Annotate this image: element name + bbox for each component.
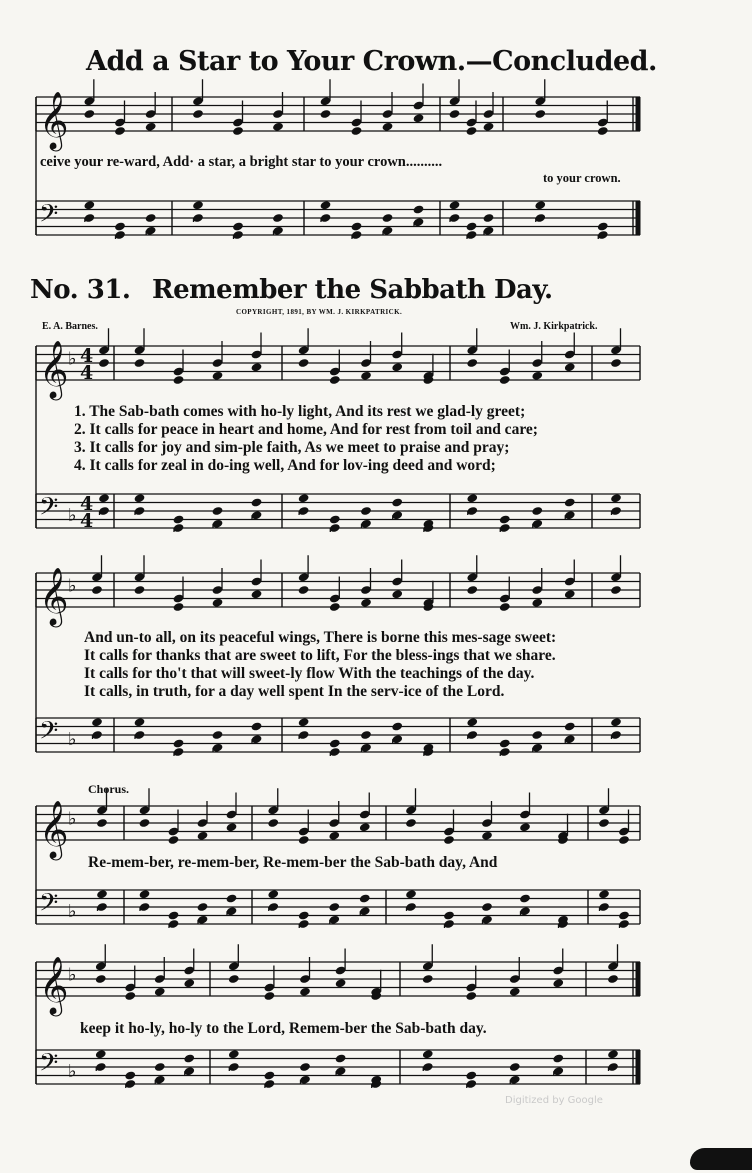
note-head xyxy=(173,602,185,612)
note-head xyxy=(298,910,310,920)
note-head xyxy=(114,126,126,136)
note-head xyxy=(499,602,511,612)
note-head xyxy=(329,514,341,524)
note-head xyxy=(197,831,209,841)
note-head xyxy=(466,585,478,595)
note-head xyxy=(329,602,341,612)
note-head xyxy=(359,893,371,903)
note-head xyxy=(226,822,238,832)
flat-key-icon: ♭ xyxy=(68,575,77,597)
note-head xyxy=(564,362,576,372)
note-head xyxy=(298,358,310,368)
note-head xyxy=(519,893,531,903)
note-head xyxy=(405,889,417,899)
note-head xyxy=(328,902,340,912)
note-head xyxy=(564,721,576,731)
note-head xyxy=(272,213,284,223)
note-head xyxy=(320,109,332,119)
page-edge-mark xyxy=(690,1148,752,1170)
note-head xyxy=(422,1049,434,1059)
note-head xyxy=(335,978,347,988)
note-head xyxy=(251,362,263,372)
note-head xyxy=(610,717,622,727)
note-head xyxy=(228,1049,240,1059)
note-head xyxy=(335,1053,347,1063)
note-head xyxy=(183,978,195,988)
note-head xyxy=(251,497,263,507)
section1-lyric-extra: to your crown. xyxy=(543,171,621,185)
chorus-lyric-2: keep it ho-ly, ho-ly to the Lord, Remem-ber the Sab-bath day. xyxy=(80,1020,487,1037)
note-head xyxy=(226,893,238,903)
note-head xyxy=(154,1062,166,1072)
watermark: Digitized by Google xyxy=(505,1095,603,1106)
note-head xyxy=(449,109,461,119)
note-head xyxy=(263,991,275,1001)
note-head xyxy=(272,122,284,132)
note-head xyxy=(449,200,461,210)
note-head xyxy=(360,598,372,608)
note-head xyxy=(212,371,224,381)
lyricist-credit: E. A. Barnes. xyxy=(42,321,98,332)
verse-line: It calls for thanks that are sweet to lift, For the bless-ings that we share. xyxy=(84,647,556,664)
note-head xyxy=(298,717,310,727)
note-head xyxy=(443,835,455,845)
chorus-label: Chorus. xyxy=(88,782,130,796)
note-head xyxy=(618,835,630,845)
note-head xyxy=(610,585,622,595)
note-head xyxy=(360,730,372,740)
note-head xyxy=(597,221,609,231)
note-head xyxy=(531,506,543,516)
note-head xyxy=(465,1070,477,1080)
verse-line: It calls, in truth, for a day well spent In the serv-ice of the Lord. xyxy=(84,683,505,700)
bass-clef-icon: 𝄢 xyxy=(39,199,59,235)
note-head xyxy=(351,221,363,231)
note-head xyxy=(134,493,146,503)
flat-key-icon: ♭ xyxy=(68,1061,77,1083)
note-head xyxy=(197,902,209,912)
time-signature-top: 4 xyxy=(80,493,94,515)
treble-clef-icon: 𝄞 xyxy=(39,800,69,858)
note-head xyxy=(564,497,576,507)
note-head xyxy=(534,200,546,210)
note-head xyxy=(95,1049,107,1059)
note-head xyxy=(509,1062,521,1072)
note-head xyxy=(509,987,521,997)
note-head xyxy=(145,122,157,132)
treble-clef-icon: 𝄞 xyxy=(39,956,69,1014)
note-head xyxy=(607,1049,619,1059)
flat-key-icon: ♭ xyxy=(68,901,77,923)
note-head xyxy=(531,730,543,740)
note-head xyxy=(298,585,310,595)
note-head xyxy=(597,126,609,136)
note-head xyxy=(95,974,107,984)
note-head xyxy=(519,822,531,832)
note-head xyxy=(391,589,403,599)
note-head xyxy=(251,589,263,599)
note-head xyxy=(598,818,610,828)
note-head xyxy=(232,221,244,231)
note-head xyxy=(382,213,394,223)
note-head xyxy=(183,1053,195,1063)
note-head xyxy=(360,371,372,381)
time-signature-top: 4 xyxy=(80,345,94,367)
note-head xyxy=(351,126,363,136)
note-head xyxy=(298,493,310,503)
composer-credit: Wm. J. Kirkpatrick. xyxy=(510,321,598,332)
note-head xyxy=(232,126,244,136)
treble-clef-icon: 𝄞 xyxy=(39,91,69,149)
note-head xyxy=(320,200,332,210)
copyright-notice: COPYRIGHT, 1891, BY WM. J. KIRKPATRICK. xyxy=(236,308,403,316)
note-head xyxy=(212,598,224,608)
note-head xyxy=(405,818,417,828)
note-head xyxy=(534,109,546,119)
note-head xyxy=(499,375,511,385)
note-head xyxy=(192,109,204,119)
note-head xyxy=(413,204,425,214)
note-head xyxy=(298,835,310,845)
note-head xyxy=(552,1053,564,1063)
chorus-lyric-1: Re-mem-ber, re-mem-ber, Re-mem-ber the Sab-bath day, And xyxy=(88,854,498,871)
note-head xyxy=(145,213,157,223)
verse-line: 4. It calls for zeal in do-ing well, And for lov-ing deed and word; xyxy=(74,457,496,474)
note-head xyxy=(173,738,185,748)
note-head xyxy=(83,200,95,210)
treble-clef-icon: 𝄞 xyxy=(39,567,69,625)
treble-clef-icon: 𝄞 xyxy=(39,340,69,398)
note-head xyxy=(329,738,341,748)
note-head xyxy=(299,987,311,997)
note-head xyxy=(98,358,110,368)
verse-line: It calls for tho't that will sweet-ly flow With the teachings of the day. xyxy=(84,665,535,682)
note-head xyxy=(481,831,493,841)
note-head xyxy=(564,589,576,599)
note-head xyxy=(466,126,478,136)
verse-line: 1. The Sab-bath comes with ho-ly light, And its rest we glad-ly greet; xyxy=(74,403,526,420)
note-head xyxy=(466,358,478,368)
note-head xyxy=(168,835,180,845)
note-head xyxy=(391,362,403,372)
note-head xyxy=(531,371,543,381)
note-head xyxy=(96,818,108,828)
note-head xyxy=(607,974,619,984)
note-head xyxy=(83,109,95,119)
note-head xyxy=(91,585,103,595)
note-head xyxy=(422,974,434,984)
note-head xyxy=(251,721,263,731)
note-head xyxy=(96,889,108,899)
note-head xyxy=(531,598,543,608)
note-head xyxy=(598,889,610,899)
note-head xyxy=(263,1070,275,1080)
note-head xyxy=(134,717,146,727)
hymn-title: Remember the Sabbath Day. xyxy=(152,275,553,305)
note-head xyxy=(443,910,455,920)
note-head xyxy=(212,506,224,516)
flat-key-icon: ♭ xyxy=(68,505,77,527)
note-head xyxy=(139,818,151,828)
note-head xyxy=(124,1070,136,1080)
bass-clef-icon: 𝄢 xyxy=(39,492,59,528)
flat-key-icon: ♭ xyxy=(68,808,77,830)
note-head xyxy=(192,200,204,210)
section1-lyric: ceive your re-ward, Add· a star, a bright star to your crown.......... xyxy=(40,154,443,170)
section1-title: Add a Star to Your Crown.—Concluded. xyxy=(86,46,657,77)
bass-clef-icon: 𝄢 xyxy=(39,888,59,924)
note-head xyxy=(382,122,394,132)
note-head xyxy=(552,978,564,988)
time-signature-bottom: 4 xyxy=(80,362,94,384)
note-head xyxy=(228,974,240,984)
note-head xyxy=(328,831,340,841)
note-head xyxy=(391,721,403,731)
hymn-number: No. 31. xyxy=(30,275,131,305)
note-head xyxy=(466,493,478,503)
bass-clef-icon: 𝄢 xyxy=(39,1048,59,1084)
verse-line: 3. It calls for joy and sim-ple faith, As we meet to praise and pray; xyxy=(74,439,510,456)
note-head xyxy=(134,358,146,368)
note-head xyxy=(360,506,372,516)
note-head xyxy=(299,1062,311,1072)
verse-line: 2. It calls for peace in heart and home, And for rest from toil and care; xyxy=(74,421,538,438)
note-head xyxy=(124,991,136,1001)
note-head xyxy=(618,910,630,920)
note-head xyxy=(91,717,103,727)
note-head xyxy=(154,987,166,997)
note-head xyxy=(139,889,151,899)
bass-clef-icon: 𝄢 xyxy=(39,716,59,752)
note-head xyxy=(359,822,371,832)
note-head xyxy=(173,514,185,524)
note-head xyxy=(134,585,146,595)
note-head xyxy=(481,902,493,912)
note-head xyxy=(267,818,279,828)
note-head xyxy=(114,221,126,231)
note-head xyxy=(413,113,425,123)
note-head xyxy=(391,497,403,507)
note-head xyxy=(499,738,511,748)
note-head xyxy=(466,717,478,727)
note-head xyxy=(173,375,185,385)
note-head xyxy=(483,213,495,223)
note-head xyxy=(610,358,622,368)
time-signature-bottom: 4 xyxy=(80,510,94,532)
note-head xyxy=(465,991,477,1001)
note-head xyxy=(610,493,622,503)
note-head xyxy=(329,375,341,385)
note-head xyxy=(499,514,511,524)
flat-key-icon: ♭ xyxy=(68,964,77,986)
note-head xyxy=(98,493,110,503)
note-head xyxy=(267,889,279,899)
flat-key-icon: ♭ xyxy=(68,729,77,751)
note-head xyxy=(168,910,180,920)
verse-line: And un-to all, on its peaceful wings, There is borne this mes-sage sweet: xyxy=(84,629,557,646)
note-head xyxy=(212,730,224,740)
note-head xyxy=(466,221,478,231)
note-head xyxy=(483,122,495,132)
flat-key-icon: ♭ xyxy=(68,348,77,370)
